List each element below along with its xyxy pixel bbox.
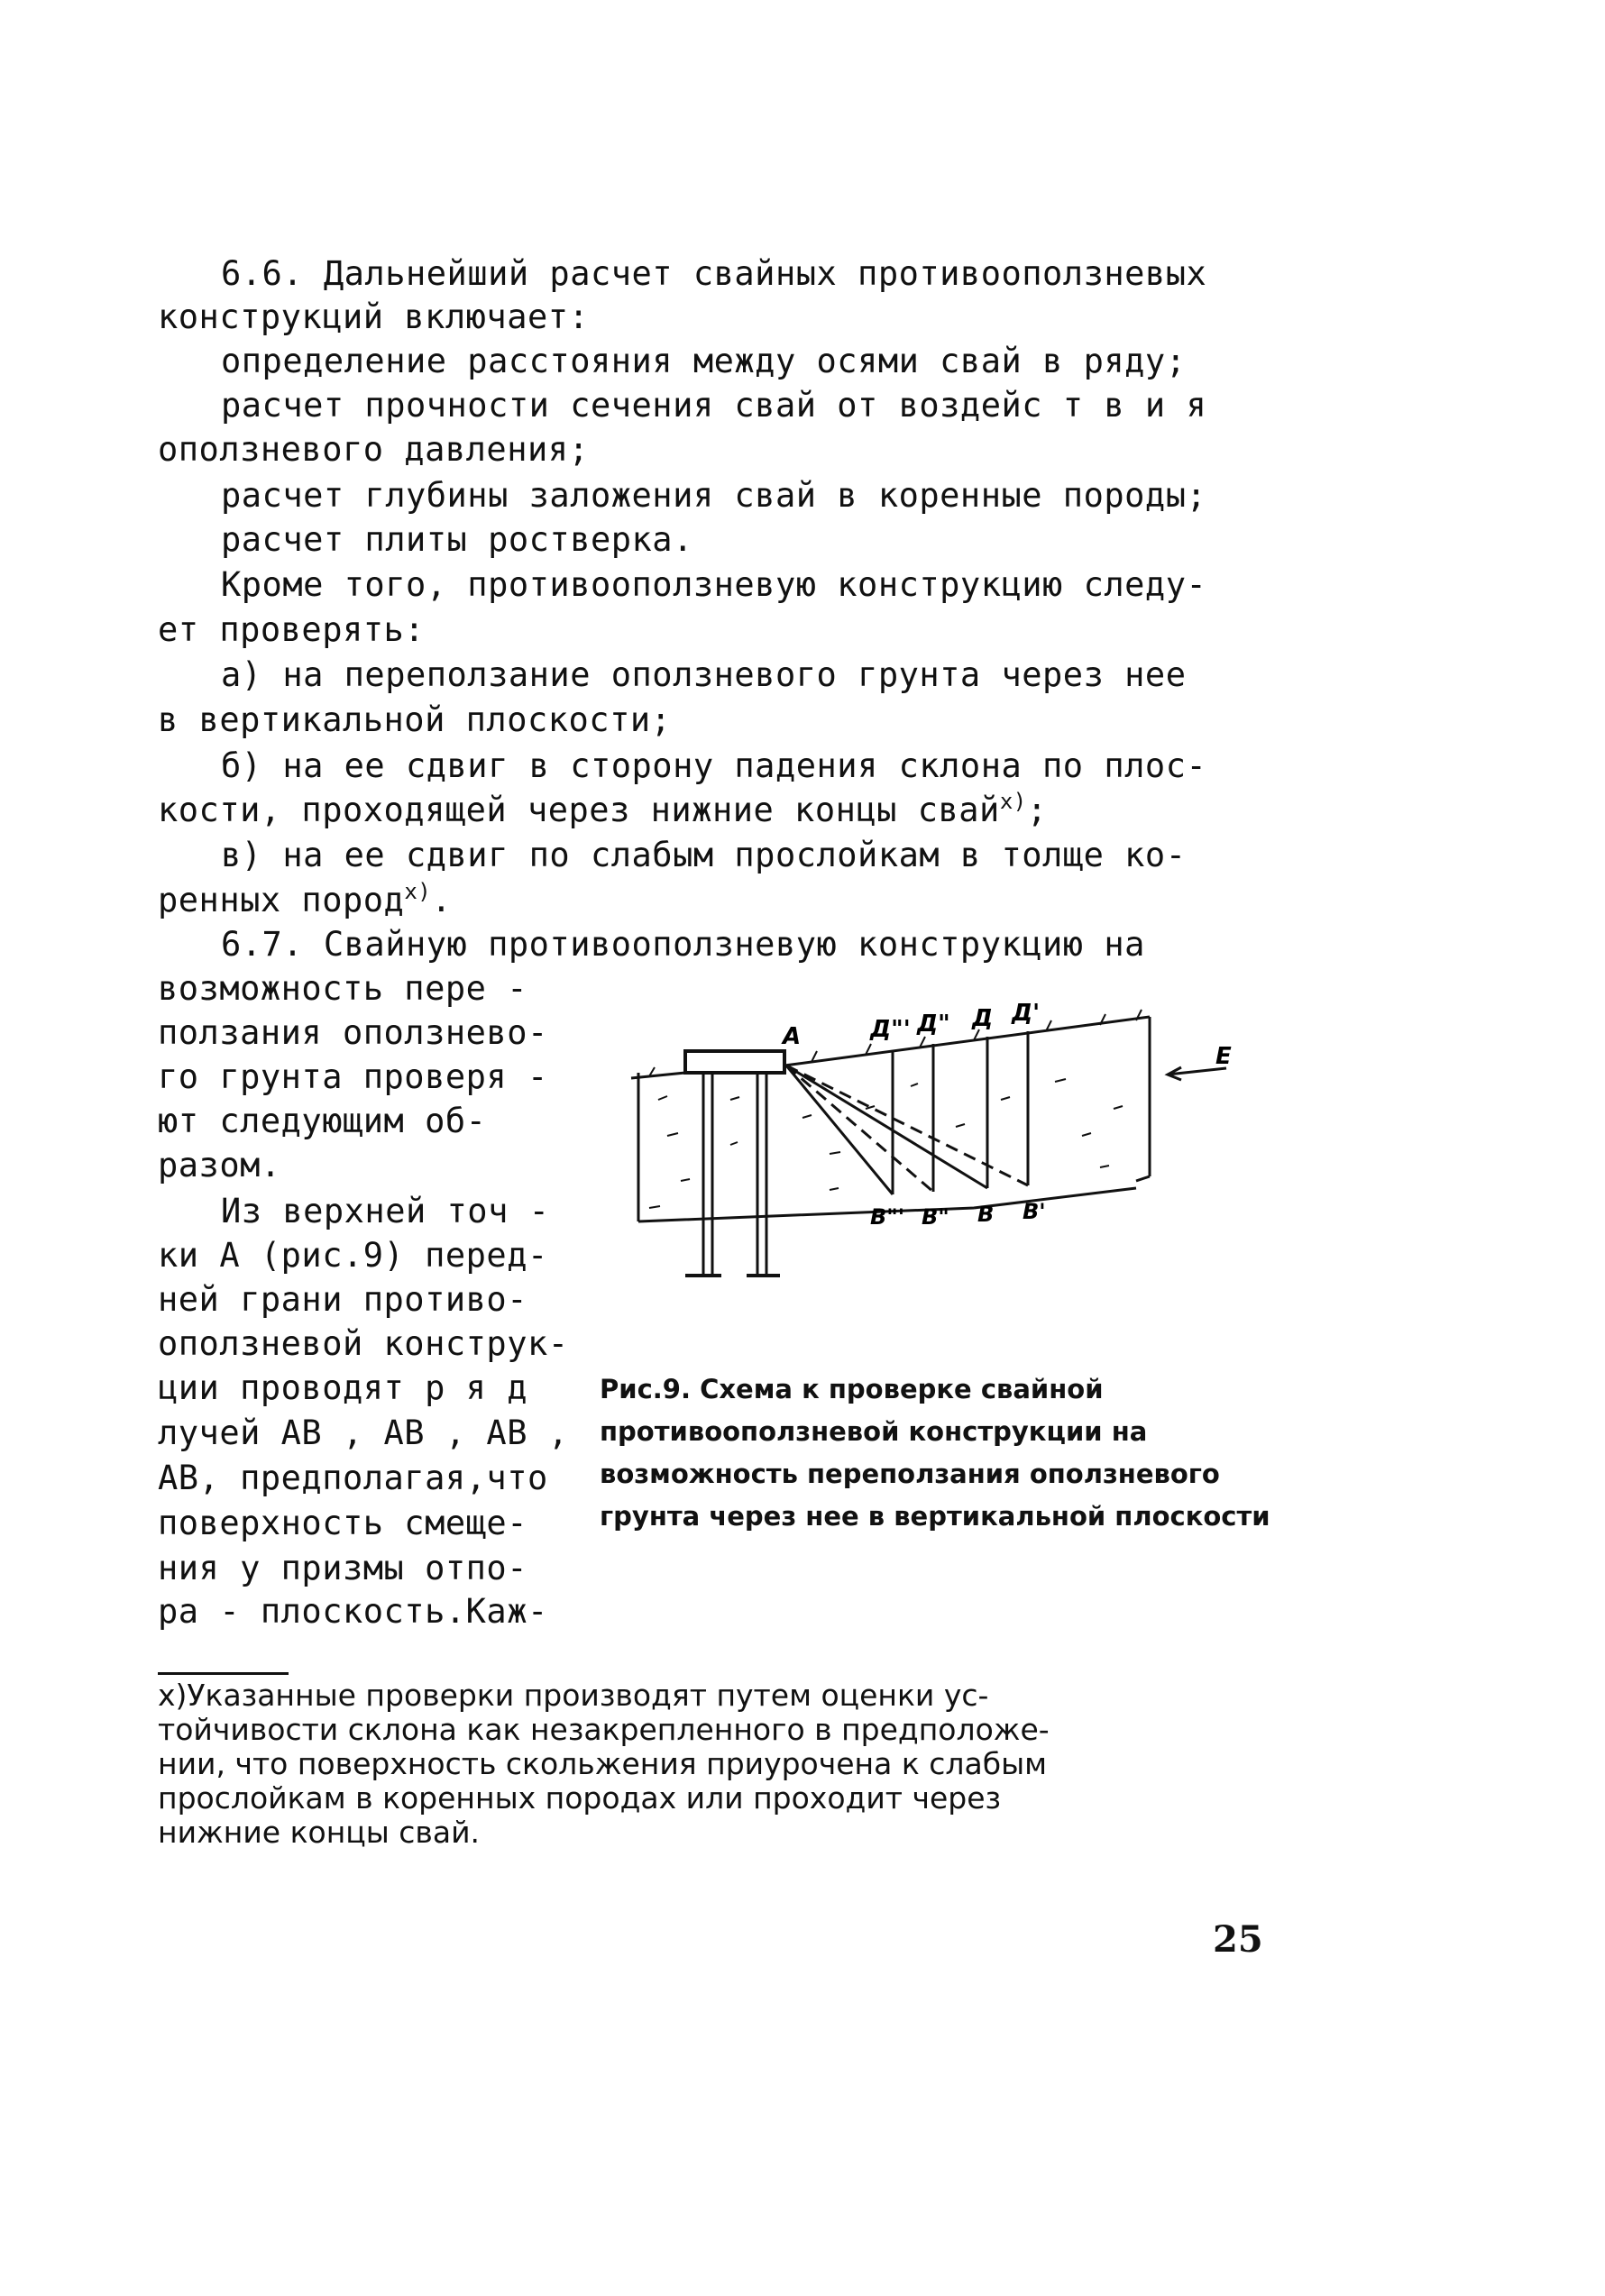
list-item: расчет плиты ростверка. — [221, 520, 693, 559]
label-d3: Д"' — [870, 1016, 911, 1043]
label-a: А — [783, 1023, 802, 1050]
list-item: определение расстояния между осями свай в ряду; — [221, 342, 1187, 380]
check-item-a: а) на переползание оползневого грунта через нее — [221, 655, 1187, 694]
pile — [703, 1073, 712, 1276]
paragraph-line: ет проверять: — [158, 610, 426, 649]
foundation-plate — [685, 1051, 784, 1073]
column-line: лучей АВ , АВ , АВ , — [158, 1413, 569, 1452]
label-b3: В"' — [870, 1204, 905, 1230]
column-line: ют следующим об- — [158, 1102, 487, 1140]
footnote-line: х)Указанные проверки производят путем оценки ус- — [158, 1678, 989, 1713]
paragraph-6-6-line: конструкций включает: — [158, 297, 590, 336]
page-number: 25 — [1213, 1918, 1263, 1961]
label-d2: Д" — [917, 1011, 950, 1038]
label-b1: В' — [1023, 1199, 1046, 1224]
column-line: Из верхней точ - — [221, 1192, 550, 1230]
column-line: разом. — [158, 1146, 281, 1185]
check-item-b: кости, проходящей через нижние концы свай$^{х)}$; — [158, 789, 1048, 829]
list-item: оползневого давления; — [158, 430, 590, 469]
figure-caption: Рис.9. Схема к проверке свайной противооползневой конструкции на возможность переползания оползневого грунта через нее в вертикальной плоскости — [600, 1374, 1270, 1532]
ray-ab3 — [786, 1066, 893, 1194]
list-item: расчет глубины заложения свай в коренные породы; — [221, 476, 1207, 515]
footnote-marker: х) — [404, 879, 432, 904]
column-line: ра - плоскость.Каж- — [158, 1592, 548, 1631]
label-b: В — [977, 1202, 995, 1227]
footnote-line: прослойкам в коренных породах или проходит через — [158, 1780, 1002, 1816]
paragraph-line: Кроме того, противооползневую конструкцию следу- — [221, 565, 1207, 604]
footnote-divider — [158, 1672, 289, 1675]
column-line: ки А (рис.9) перед- — [158, 1236, 548, 1275]
figure-9-diagram — [595, 1001, 1280, 1298]
check-item-a: в вертикальной плоскости; — [158, 700, 672, 739]
footnote-marker: х) — [999, 789, 1027, 814]
label-b2: В" — [922, 1204, 949, 1230]
column-line: возможность пере - — [158, 969, 527, 1008]
check-item-b: б) на ее сдвиг в сторону падения склона по плос- — [221, 746, 1207, 785]
label-e: Е — [1215, 1043, 1232, 1070]
check-item-c: в) на ее сдвиг по слабым прослойкам в толще ко- — [221, 836, 1187, 874]
column-line: ней грани противо- — [158, 1280, 527, 1319]
column-line: го грунта проверя - — [158, 1057, 548, 1096]
pile — [757, 1073, 766, 1276]
label-d: Д — [972, 1005, 994, 1032]
paragraph-6-6-line: 6.6. Дальнейший расчет свайных противооползневых — [221, 254, 1207, 293]
soil-hatch — [649, 1079, 1123, 1208]
slope-boundary-line — [1136, 1017, 1150, 1181]
column-line: оползневой конструк- — [158, 1324, 569, 1363]
ray-ab1 — [786, 1066, 1028, 1185]
label-d1: Д' — [1012, 1001, 1041, 1027]
footnote — [158, 1679, 1276, 1850]
footnote-line: тойчивости склона как незакрепленного в предположе- — [158, 1712, 1050, 1747]
column-line: ния у призмы отпо- — [158, 1549, 527, 1587]
column-line: АВ, предполагая,что — [158, 1459, 548, 1497]
column-line: ползания оползнево- — [158, 1013, 548, 1052]
column-line: ции проводят р я д — [158, 1368, 527, 1407]
footnote-line: нии, что поверхность скольжения приурочена к слабым — [158, 1746, 1048, 1781]
list-item: расчет прочности сечения свай от воздейс т в и я — [221, 386, 1207, 425]
column-line: поверхность смеще- — [158, 1504, 527, 1542]
paragraph-6-7-line: 6.7. Свайную противооползневую конструкцию на — [221, 925, 1145, 964]
footnote-line: нижние концы свай. — [158, 1815, 481, 1850]
check-item-c: ренных пород$^{х)}$. — [158, 879, 452, 919]
